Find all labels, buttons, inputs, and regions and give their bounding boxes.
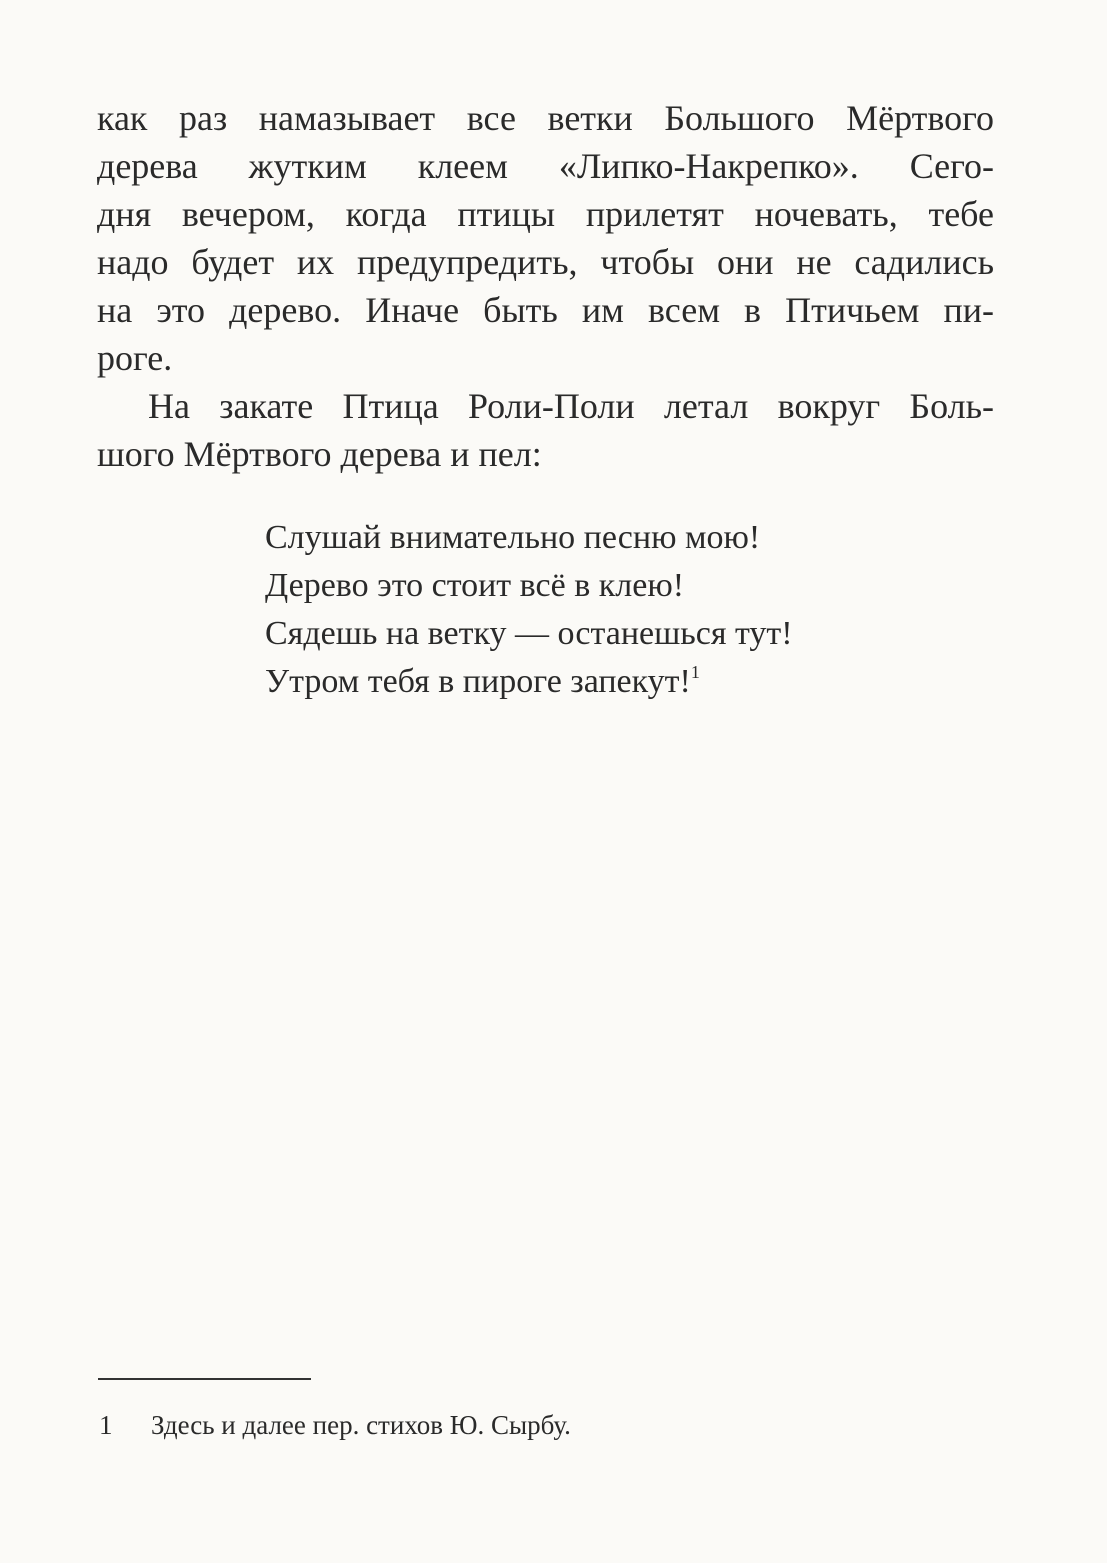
text-line: на это дерево. Иначе быть им всем в Птичьем пи- bbox=[97, 290, 994, 330]
text-line: надо будет их предупредить, чтобы они не садились bbox=[97, 242, 994, 282]
verse-line bbox=[265, 658, 700, 706]
text-line: дня вечером, когда птицы прилетят ночевать, тебе bbox=[97, 194, 994, 234]
footnote-text: Здесь и далее пер. стихов Ю. Сырбу. bbox=[151, 1410, 571, 1440]
text-line: шого Мёртвого дерева и пел: bbox=[97, 434, 542, 474]
text-line: На закате Птица Роли-Поли летал вокруг Боль- bbox=[148, 386, 994, 426]
text-line: как раз намазывает все ветки Большого Мёртвого bbox=[97, 98, 994, 138]
text-line: роге. bbox=[97, 338, 173, 378]
text-line: дерева жутким клеем «Липко-Накрепко». Сего- bbox=[97, 146, 994, 186]
footnote-marker: 1 bbox=[690, 662, 700, 682]
verse-line: Сядешь на ветку — останешься тут! bbox=[265, 615, 793, 652]
verse-line: Дерево это стоит всё в клею! bbox=[265, 567, 685, 604]
footnote-divider bbox=[98, 1378, 311, 1380]
verse-line-text: Утром тебя в пироге запекут! bbox=[265, 663, 691, 700]
verse-line: Слушай внимательно песню мою! bbox=[265, 519, 761, 556]
footnote-number: 1 bbox=[99, 1410, 113, 1440]
